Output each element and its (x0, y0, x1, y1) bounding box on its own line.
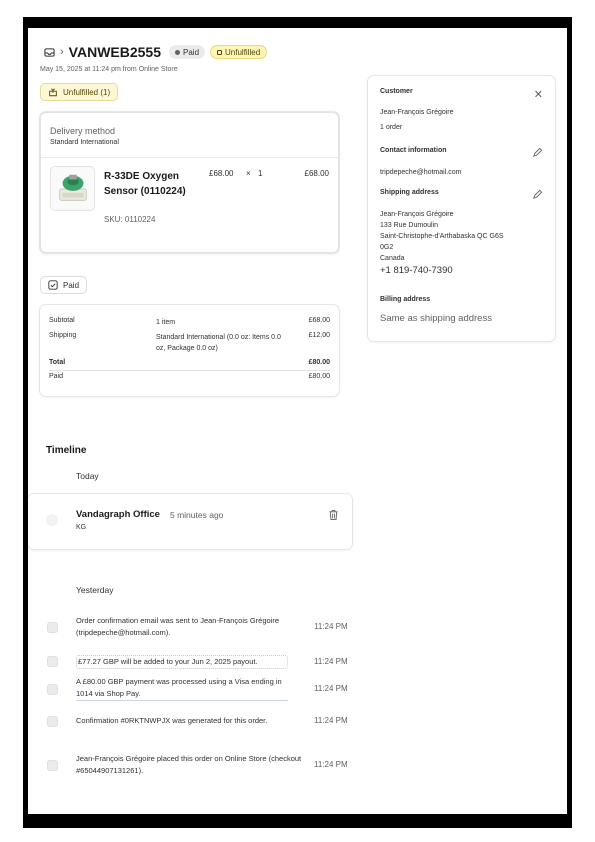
frame-bottom-border (23, 814, 572, 828)
billing-heading: Billing address (380, 296, 431, 303)
payment-status-badge (169, 45, 205, 59)
subtotal-desc: 1 item (156, 319, 176, 326)
paid-pill-label: Paid (63, 280, 80, 290)
paid-amount: £80.00 (308, 373, 330, 380)
customer-phone: +1 819-740-7390 (380, 265, 453, 276)
oxygen-sensor-image (54, 170, 92, 208)
note-time: 5 minutes ago (170, 510, 224, 520)
inbox-icon[interactable] (44, 47, 55, 58)
multiply-sign: × (246, 169, 251, 178)
fulfillment-status-badge (210, 45, 267, 59)
timeline-event-text[interactable]: £77.27 GBP will be added to your Jun 2, 2025 payout. (76, 655, 288, 669)
timeline-event-text: Jean-François Grégoire placed this order on Online Store (checkout #65044907131261). (76, 754, 302, 775)
timeline-event-time: 11:24 PM (314, 657, 348, 666)
address-name: Jean-François Grégoire (380, 211, 454, 218)
timeline-day-yesterday: Yesterday (76, 585, 114, 595)
subtotal-amount: £68.00 (308, 317, 330, 324)
timeline-event-time: 11:24 PM (314, 684, 348, 693)
event-marker (47, 656, 58, 667)
order-header (44, 44, 267, 60)
customer-name-link[interactable]: Jean-François Grégoire (380, 109, 454, 116)
edit-shipping-pencil-icon[interactable] (532, 189, 543, 200)
note-text: KG (76, 524, 87, 531)
paid-row (49, 373, 330, 380)
total-amount: £80.00 (308, 359, 330, 366)
unfulfilled-pill-label: Unfulfilled (1) (63, 87, 111, 97)
checkbox-check-icon (48, 280, 58, 290)
subtotal-label: Subtotal (49, 317, 75, 324)
shipping-amount: £12.00 (308, 332, 330, 339)
address-street: 133 Rue Dumoulin (380, 222, 438, 229)
package-icon (48, 87, 58, 97)
edit-contact-pencil-icon[interactable] (532, 147, 543, 158)
note-author: Vandagraph Office (76, 509, 160, 520)
product-line-total: £68.00 (304, 169, 329, 178)
timeline-note-card (28, 494, 352, 549)
avatar (46, 514, 58, 526)
paid-dot-icon (175, 50, 180, 55)
shipping-row (49, 332, 330, 354)
shipping-address-heading: Shipping address (380, 189, 439, 196)
customer-heading: Customer (380, 88, 413, 95)
event-marker (47, 760, 58, 771)
order-page (28, 28, 567, 814)
customer-orders-link[interactable]: 1 order (380, 124, 403, 131)
timeline-event-time: 11:24 PM (314, 760, 348, 769)
paid-label: Paid (49, 373, 64, 380)
divider (49, 370, 330, 371)
product-image[interactable] (50, 166, 95, 211)
address-country: Canada (380, 255, 405, 262)
customer-card (368, 76, 555, 341)
fulfillment-card (40, 112, 339, 253)
paid-pill (40, 276, 87, 294)
address-postal: 0G2 (380, 244, 394, 251)
payment-status-label: Paid (183, 47, 200, 57)
event-marker (47, 684, 58, 695)
product-name[interactable]: R-33DE Oxygen Sensor (0110224) (104, 171, 186, 197)
fulfillment-status-label: Unfulfilled (225, 47, 261, 57)
timeline-event-time: 11:24 PM (314, 622, 348, 631)
event-marker (47, 622, 58, 633)
subtotal-row (49, 317, 330, 328)
address-city: Saint-Christophe-d'Arthabaska QC G6S (380, 233, 504, 240)
order-title: VANWEB2555 (68, 44, 161, 60)
delivery-method-value: Standard International (50, 139, 119, 146)
product-unit-price: £68.00 (209, 169, 234, 178)
divider (41, 157, 338, 158)
billing-value: Same as shipping address (380, 313, 492, 324)
delivery-method-label: Delivery method (50, 126, 116, 136)
trash-icon[interactable] (328, 509, 339, 521)
order-subtitle: May 15, 2025 at 11:24 pm from Online Store (40, 66, 178, 73)
total-row (49, 359, 330, 366)
customer-email-link[interactable]: tripdepeche@hotmail.com (380, 169, 462, 176)
timeline-day-today: Today (76, 471, 99, 481)
payment-summary-card (40, 305, 339, 396)
fulfillment-section (40, 83, 339, 253)
shipping-label: Shipping (49, 332, 77, 339)
timeline-event-text[interactable]: A £80.00 GBP payment was processed using a Visa ending in 1014 via Shop Pay. (76, 676, 288, 701)
timeline-event-text: Confirmation #0RKTNWPJX was generated for this order. (76, 716, 268, 725)
frame-top-border (23, 17, 572, 28)
contact-heading: Contact information (380, 147, 447, 154)
shipping-desc: Standard International (0.0 oz: Items 0.0 oz, Package 0.0 oz) (156, 334, 281, 352)
event-marker (47, 716, 58, 727)
frame-right-border (567, 17, 572, 828)
timeline-title: Timeline (46, 445, 87, 456)
timeline-event-text: Order confirmation email was sent to Jean-François Grégoire (tripdepeche@hotmail.com). (76, 616, 279, 637)
total-label: Total (49, 359, 66, 366)
unfulfilled-pill (40, 83, 118, 101)
unfulfilled-ring-icon (217, 50, 222, 55)
close-icon[interactable]: ✕ (533, 89, 543, 101)
product-sku: SKU: 0110224 (104, 215, 156, 224)
timeline-event-time: 11:24 PM (314, 716, 348, 725)
breadcrumb-chevron-icon: › (60, 46, 64, 58)
product-quantity: 1 (258, 169, 263, 178)
